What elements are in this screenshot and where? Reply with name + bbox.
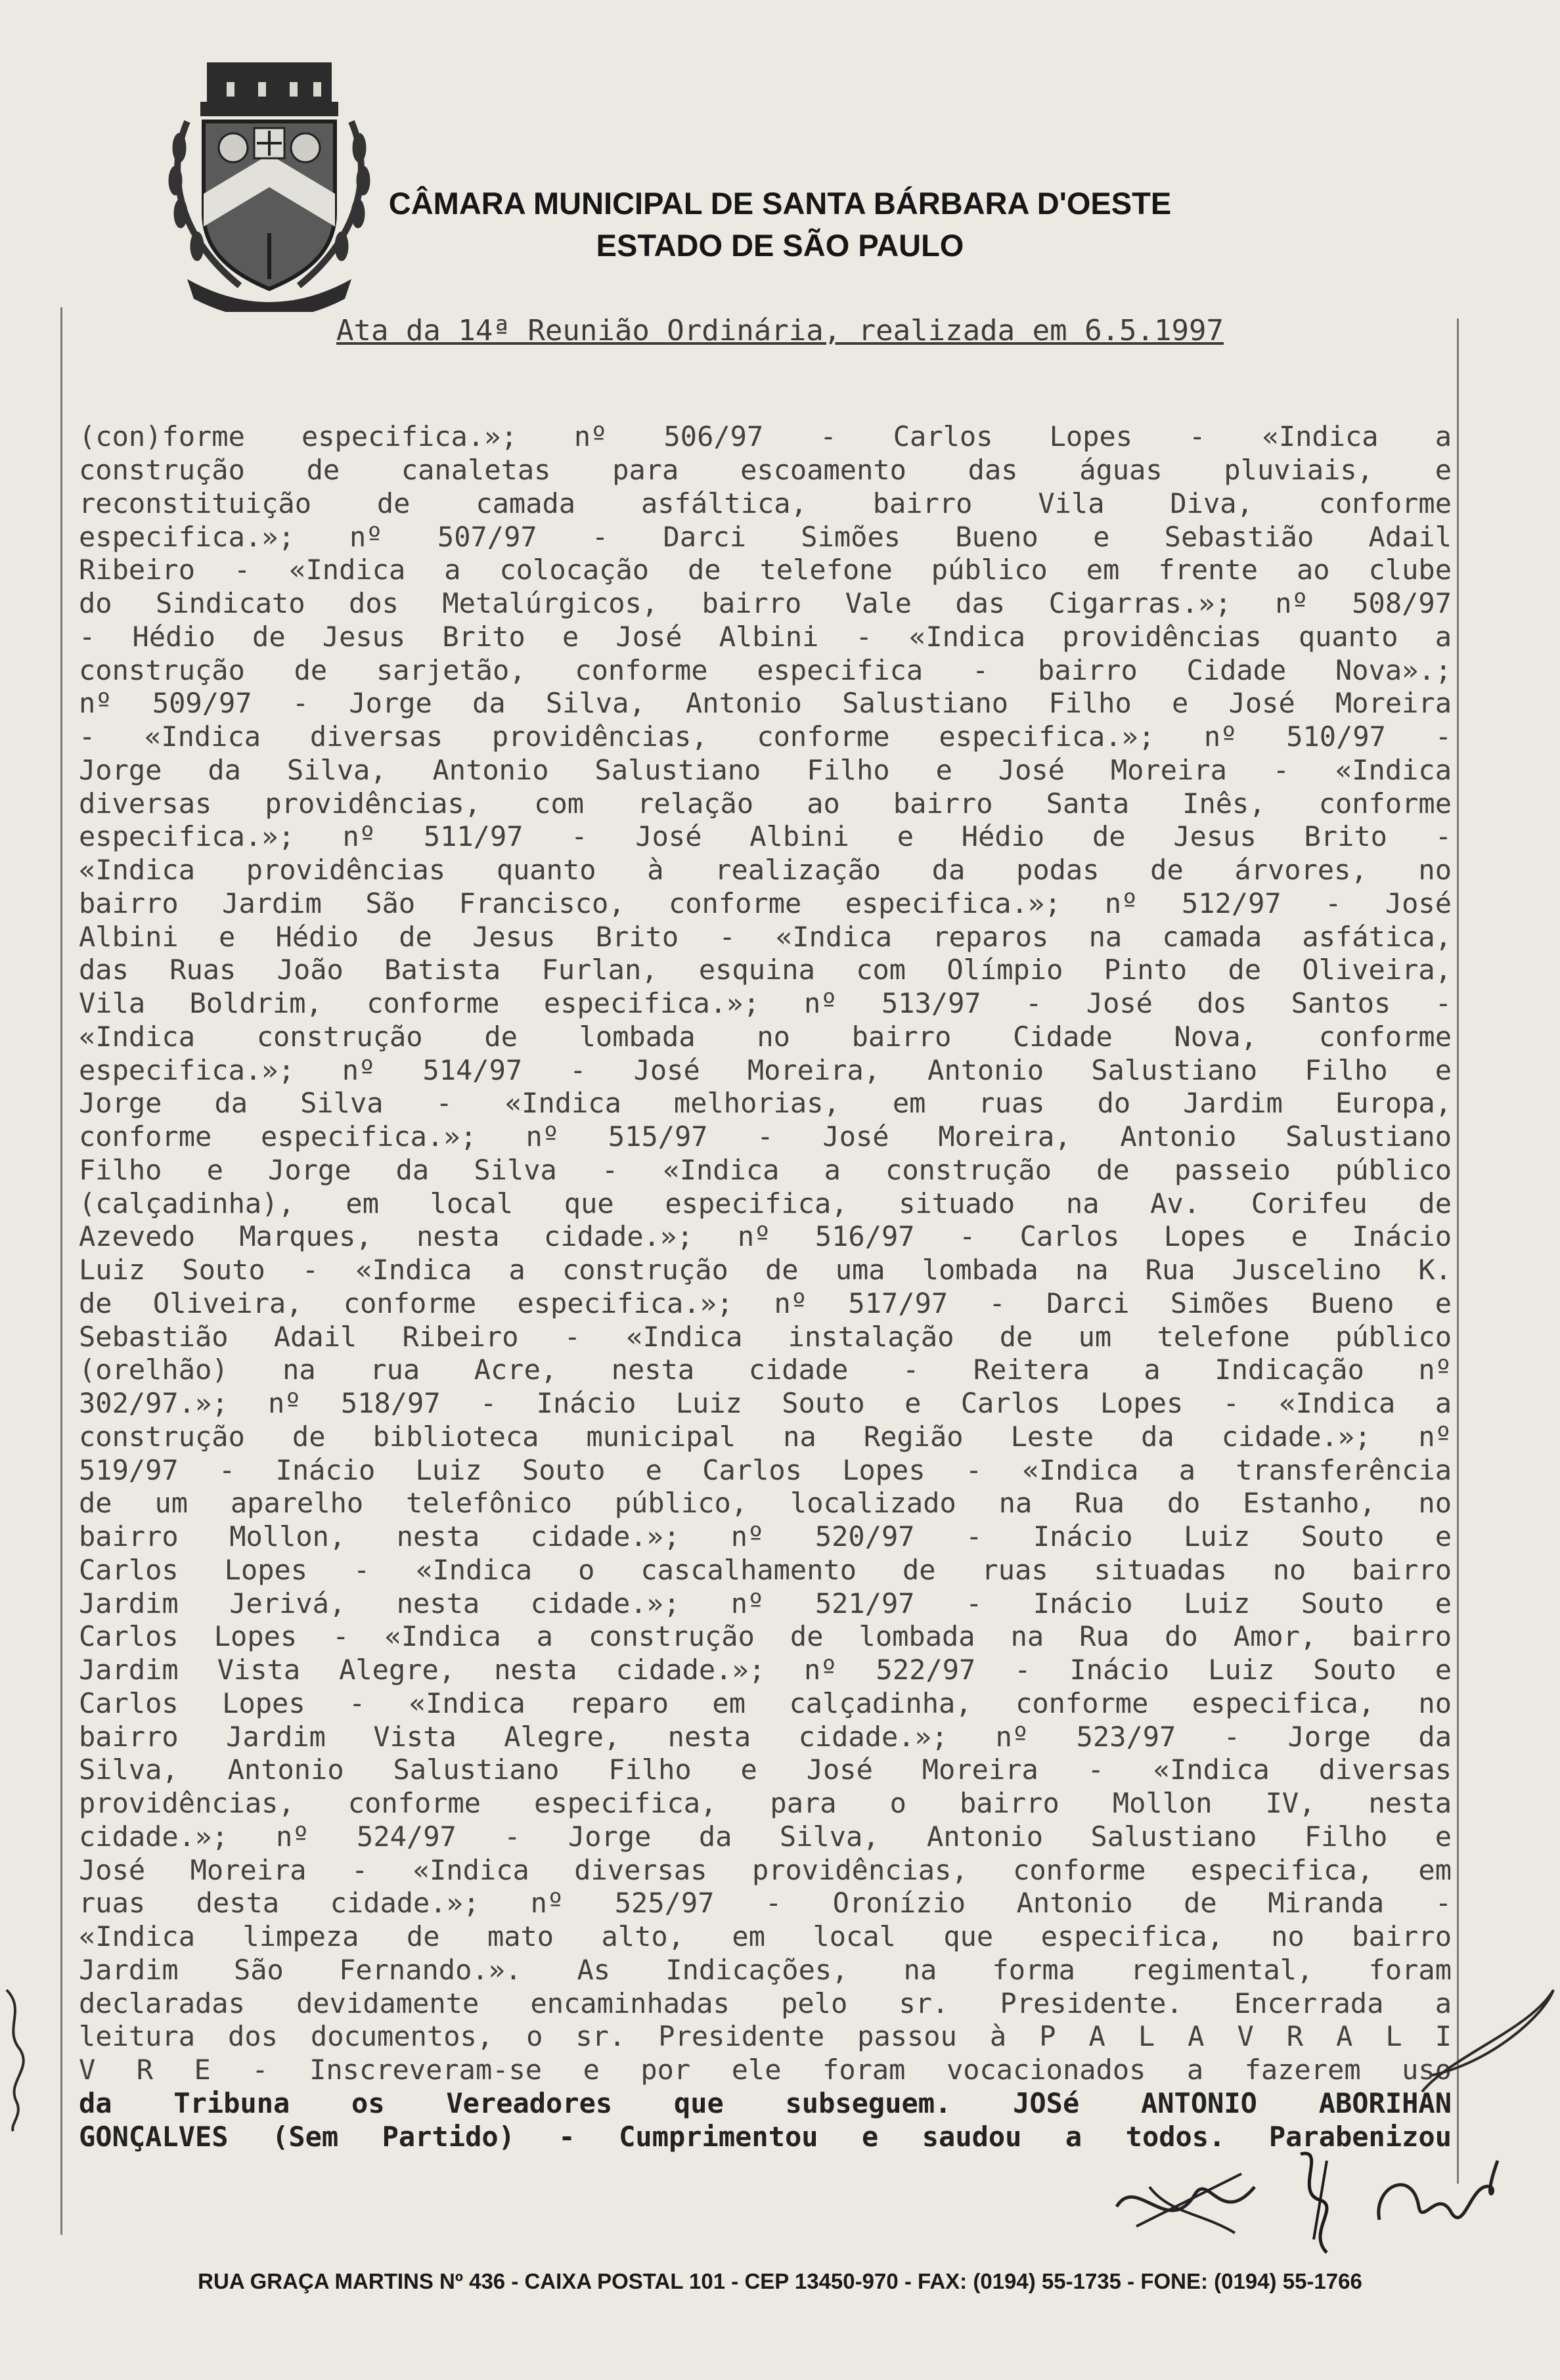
body-line: «Indica construção de lombada no bairro Cidade Nova, conforme <box>79 1021 1452 1053</box>
body-line: providências, conforme especifica, para o bairro Mollon IV, nesta <box>79 1787 1452 1819</box>
signature-initials-3 <box>1366 2148 1504 2246</box>
body-line: - «Indica diversas providências, conforme especifica.»; nº 510/97 - <box>79 720 1452 753</box>
body-line: de Oliveira, conforme especifica.»; nº 517/97 - Darci Simões Bueno e <box>79 1287 1452 1319</box>
body-line: Jorge da Silva, Antonio Salustiano Filho e José Moreira - «Indica <box>79 754 1452 786</box>
body-line: da Tribuna os Vereadores que subseguem. JOSé ANTONIO ABORIHAN <box>79 2087 1452 2119</box>
signature-left-margin <box>0 1983 46 2134</box>
body-line: especifica.»; nº 514/97 - José Moreira, Antonio Salustiano Filho e <box>79 1054 1452 1086</box>
body-line: Sebastião Adail Ribeiro - «Indica instalação de um telefone público <box>79 1321 1452 1353</box>
body-line: especifica.»; nº 511/97 - José Albini e Hédio de Jesus Brito - <box>79 820 1452 852</box>
body-line: diversas providências, com relação ao bairro Santa Inês, conforme <box>79 787 1452 820</box>
body-line: José Moreira - «Indica diversas providências, conforme especifica, em <box>79 1854 1452 1886</box>
body-line: GONÇALVES (Sem Partido) - Cumprimentou e saudou a todos. Parabenizou <box>79 2121 1452 2153</box>
body-line: Jorge da Silva - «Indica melhorias, em ruas do Jardim Europa, <box>79 1087 1452 1119</box>
ata-title: Ata da 14ª Reunião Ordinária, realizada em 6.5.1997 <box>336 314 1224 347</box>
body-line: V R E - Inscreveram-se e por ele foram vocacionados a fazerem uso <box>79 2054 1452 2086</box>
left-margin-rule <box>60 307 62 2235</box>
body-line: Jardim São Fernando.». As Indicações, na forma regimental, foram <box>79 1954 1452 1986</box>
body-line: «Indica providências quanto à realização da podas de árvores, no <box>79 854 1452 886</box>
body-line: 519/97 - Inácio Luiz Souto e Carlos Lopes - «Indica a transferência <box>79 1454 1452 1486</box>
body-line: nº 509/97 - Jorge da Silva, Antonio Salustiano Filho e José Moreira <box>79 687 1452 719</box>
signature-initials-2 <box>1281 2141 1360 2259</box>
body-line: construção de canaletas para escoamento das águas pluviais, e <box>79 454 1452 486</box>
body-line: reconstituição de camada asfáltica, bairro Vila Diva, conforme <box>79 487 1452 519</box>
body-line: declaradas devidamente encaminhadas pelo sr. Presidente. Encerrada a <box>79 1987 1452 2019</box>
body-line: bairro Jardim São Francisco, conforme especifica.»; nº 512/97 - José <box>79 887 1452 919</box>
body-line: construção de sarjetão, conforme especifica - bairro Cidade Nova».; <box>79 654 1452 686</box>
body-line: especifica.»; nº 507/97 - Darci Simões Bueno e Sebastião Adail <box>79 521 1452 553</box>
body-line: de um aparelho telefônico público, localizado na Rua do Estanho, no <box>79 1487 1452 1519</box>
body-line: Filho e Jorge da Silva - «Indica a construção de passeio público <box>79 1154 1452 1186</box>
body-line: Ribeiro - «Indica a colocação de telefone público em frente ao clube <box>79 554 1452 586</box>
body-line: Carlos Lopes - «Indica reparo em calçadinha, conforme especifica, no <box>79 1687 1452 1719</box>
body-line: Jardim Vista Alegre, nesta cidade.»; nº 522/97 - Inácio Luiz Souto e <box>79 1654 1452 1686</box>
body-line: Vila Boldrim, conforme especifica.»; nº 513/97 - José dos Santos - <box>79 987 1452 1019</box>
body-line: «Indica limpeza de mato alto, em local que especifica, no bairro <box>79 1920 1452 1952</box>
body-line: Luiz Souto - «Indica a construção de uma lombada na Rua Juscelino K. <box>79 1254 1452 1286</box>
body-line: (con)forme especifica.»; nº 506/97 - Carlos Lopes - «Indica a <box>79 420 1452 452</box>
body-line: construção de biblioteca municipal na Região Leste da cidade.»; nº <box>79 1421 1452 1453</box>
body-line: Jardim Jerivá, nesta cidade.»; nº 521/97 - Inácio Luiz Souto e <box>79 1587 1452 1620</box>
body-line: ruas desta cidade.»; nº 525/97 - Oronízio Antonio de Miranda - <box>79 1887 1452 1919</box>
body-line: Carlos Lopes - «Indica a construção de lombada na Rua do Amor, bairro <box>79 1620 1452 1652</box>
body-line: 302/97.»; nº 518/97 - Inácio Luiz Souto e Carlos Lopes - «Indica a <box>79 1387 1452 1419</box>
body-line: (orelhão) na rua Acre, nesta cidade - Reitera a Indicação nº <box>79 1354 1452 1386</box>
right-margin-rule <box>1457 319 1459 2184</box>
body-line: bairro Jardim Vista Alegre, nesta cidade.»; nº 523/97 - Jorge da <box>79 1721 1452 1753</box>
body-line: bairro Mollon, nesta cidade.»; nº 520/97 - Inácio Luiz Souto e <box>79 1520 1452 1553</box>
body-line: Silva, Antonio Salustiano Filho e José Moreira - «Indica diversas <box>79 1753 1452 1786</box>
body-line: leitura dos documentos, o sr. Presidente passou à P A L A V R A L I <box>79 2020 1452 2052</box>
body-line: das Ruas João Batista Furlan, esquina com Olímpio Pinto de Oliveira, <box>79 954 1452 986</box>
signature-right-loop <box>1412 1977 1560 2102</box>
signature-initials-1 <box>1110 2148 1268 2253</box>
body-line: do Sindicato dos Metalúrgicos, bairro Vale das Cigarras.»; nº 508/97 <box>79 587 1452 619</box>
body-line: cidade.»; nº 524/97 - Jorge da Silva, Antonio Salustiano Filho e <box>79 1820 1452 1853</box>
address-footer: RUA GRAÇA MARTINS Nº 436 - CAIXA POSTAL 101 - CEP 13450-970 - FAX: (0194) 55-1735 - FONE: (0194) 55-1766 <box>198 2269 1362 2293</box>
body-line: Azevedo Marques, nesta cidade.»; nº 516/97 - Carlos Lopes e Inácio <box>79 1220 1452 1252</box>
body-line: conforme especifica.»; nº 515/97 - José Moreira, Antonio Salustiano <box>79 1120 1452 1153</box>
chamber-state: ESTADO DE SÃO PAULO <box>596 228 964 263</box>
body-line: Albini e Hédio de Jesus Brito - «Indica reparos na camada asfática, <box>79 921 1452 953</box>
chamber-name: CÂMARA MUNICIPAL DE SANTA BÁRBARA D'OESTE <box>388 186 1172 221</box>
body-line: - Hédio de Jesus Brito e José Albini - «Indica providências quanto a <box>79 621 1452 653</box>
body-line: Carlos Lopes - «Indica o cascalhamento de ruas situadas no bairro <box>79 1554 1452 1586</box>
body-line: (calçadinha), em local que especifica, situado na Av. Corifeu de <box>79 1187 1452 1220</box>
